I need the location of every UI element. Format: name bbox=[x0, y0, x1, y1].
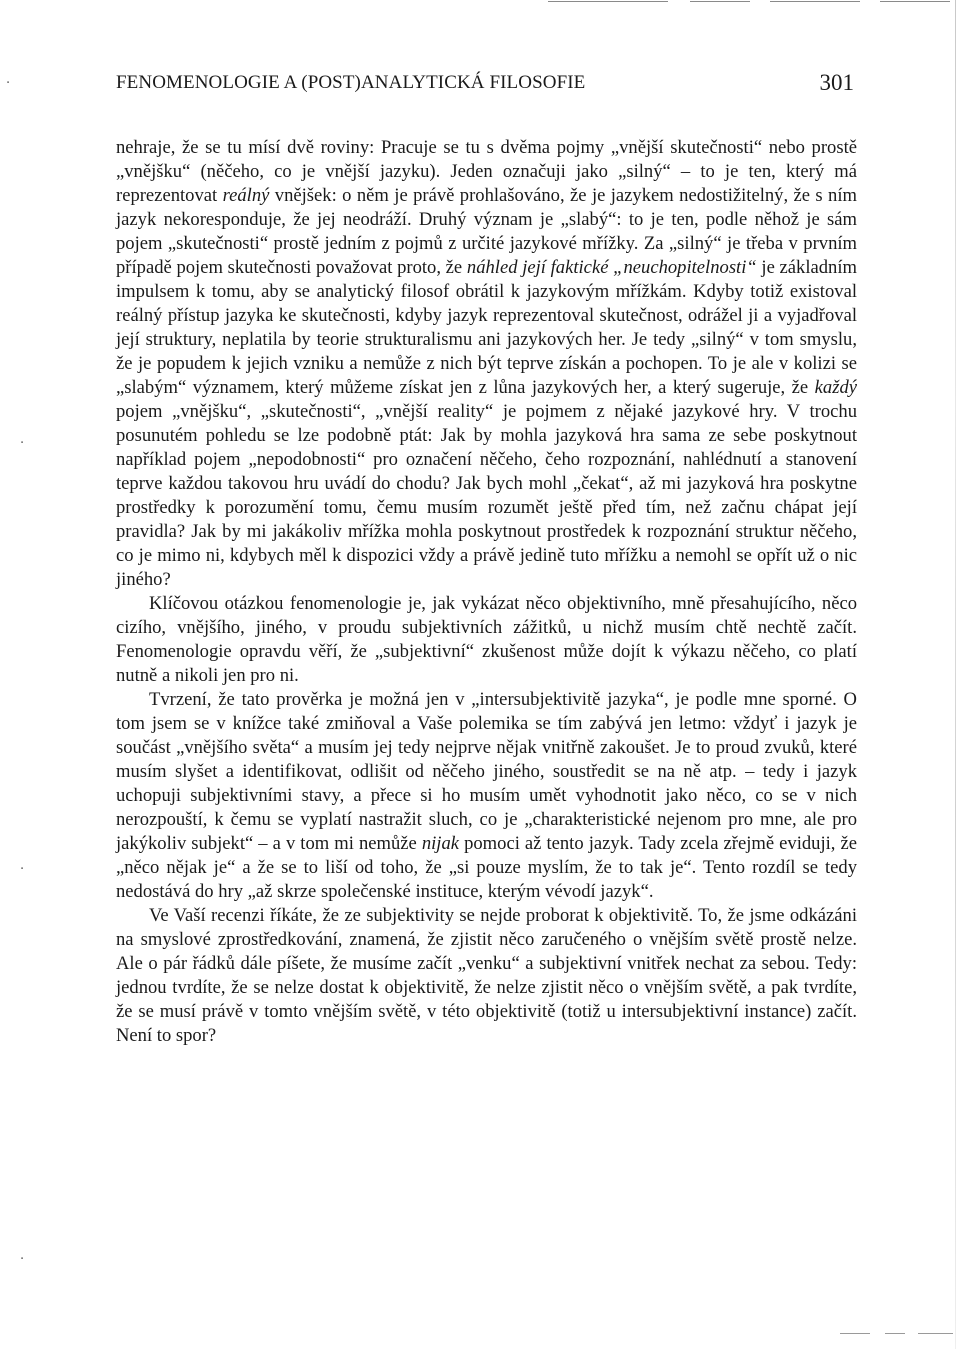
text-run: pomoci až tento jazyk. Tady zcela zřejmě eviduji, že „něco nějak je“ a že se to liší od toho, že „si pouze myslím, že to tak je“. Tento rozdíl se tedy nedostává do hry „až skrze společenské instituce, kterým vévodí jazyk“. bbox=[116, 833, 857, 902]
italic-phrase: každý bbox=[814, 377, 857, 398]
body-text bbox=[116, 136, 857, 1048]
scan-top-edge bbox=[0, 0, 960, 3]
text-run: Tvrzení, že tato prověrka je možná jen v „intersubjektivitě jazyka“, je podle mne sporné. O tom jsem se v knížce také zmiňoval a Vaše polemika se tím zabývá jen letmo: vždyť i jazyk je součást „vnějšího světa“ a musím jej tedy nejprve nějak vnitřně zakoušet. Je to proud zvuků, které musím slyšet a identifikovat, odlišit od něčeho jiného, soustředit se na ně atp. – tedy i jazyk uchopuji subjektivními stavy, a přece si ho musím umět vyhodnotit jako něco, co se v nich nerozpouští, k čemu se vyplatí nastražit sluch, co je „charakteristické nejenom pro mne, ale pro jakýkoliv subjekt“ – a v tom mi nemůže bbox=[116, 689, 857, 854]
text-run: Klíčovou otázkou fenomenologie je, jak vykázat něco objektivního, mně přesahujícího, něco cizího, vnějšího, jiného, v proudu subjektivních zážitků, u nichž musím chtě nechtě začít. Fenomenologie opravdu věří, že „subjektivní“ zkušenost může dojít k výkazu něčeho, co platí nutně a nikoli jen pro ni. bbox=[116, 593, 857, 686]
paragraph bbox=[116, 904, 857, 1048]
paragraph bbox=[116, 136, 857, 592]
paragraph bbox=[116, 592, 857, 688]
margin-speck: · bbox=[20, 436, 25, 451]
paragraph bbox=[116, 688, 857, 904]
italic-phrase: nijak bbox=[421, 833, 460, 854]
margin-speck: · bbox=[20, 862, 25, 877]
italic-phrase: reálný bbox=[222, 185, 270, 206]
running-head bbox=[116, 70, 854, 100]
margin-speck: · bbox=[20, 1252, 25, 1267]
scan-right-edge bbox=[955, 0, 956, 1349]
text-run: je základním impulsem k tomu, aby se analytický filosof obrátil k jazykovým mřížkám. Kdyby totiž existoval reálný přístup jazyka ke skutečnosti, kdyby jazyk reprezentoval skutečnost, odrážel ji a vyjadřoval její struktury, neplatila by teorie strukturalismu ani jazykových her. Je tedy „silný“ v tom smyslu, že je popudem k jejich vzniku a nemůže z nich být teprve získán a pochopen. To je ale v kolizi se „slabým“ významem, který můžeme získat jen z lůna jazykových her, a který sugeruje, že bbox=[116, 257, 857, 398]
text-run: pojem „vnějšku“, „skutečnosti“, „vnější reality“ je pojmem z nějaké jazykové hry. V trochu posunutém pohledu se lze podobně ptát: Jak by mohla jazyková hra sama ze sebe poskytnout například pojem „nepodobnosti“ pro označení něčeho, čeho rozpoznání, nahlédnutí a stanovení teprve každou takovou hru uvádí do chodu? Jak bych mohl „čekat“, až mi jazyková hra poskytne prostředky k porozumění tomu, čemu musím rozumět ještě před tím, než začnu chápat její pravidla? Jak by mi jakákoliv mřížka mohla poskytnout prostředek k rozpoznání struktur něčeho, co je mimo ni, kdybych měl k dispozici vždy a právě jedině tuto mřížku a nemohl se opřít už o nic jiného? bbox=[116, 401, 857, 590]
margin-speck: · bbox=[6, 76, 11, 91]
text-run: nehraje, že se tu mísí dvě roviny: Pracuje se tu s dvěma pojmy „vnější skutečnosti“ nebo prostě „vnějšku“ (něčeho, co je vnější jazyku). Jeden označuji jako „silný“ – to je ten, který má reprezentovat bbox=[116, 137, 857, 206]
text-run: vnějšek: o něm je právě prohlašováno, že je jazykem nedostižitelný, že s ním jazyk nekoresponduje, že jej neodráží. Druhý význam je „slabý“: to je ten, podle něhož je sám pojem „skutečnosti“ prostě jedním z pojmů z určité jazykové mřížky. Za „silný“ je třeba v prvním případě pojem skutečnosti považovat proto, že bbox=[116, 185, 857, 278]
page-number: 301 bbox=[819, 70, 854, 95]
text-run: Ve Vaší recenzi říkáte, že ze subjektivity se nejde proborat k objektivitě. To, že jsme odkázáni na smyslové zprostředkování, znamená, že zjistit něco zaručeného o vnějším světě prostě nelze. Ale o pár řádků dále píšete, že musíme začít „venku“ a subjektivní vnitřek nechat za sebou. Tedy: jednou tvrdíte, že se nelze dostat k objektivitě, že nelze zjistit něco o vnějším světě, a pak tvrdíte, že se musí právě v tomto vnějším světě, v této objektivitě (totiž u intersubjektivní instance) začít. Není to spor? bbox=[116, 905, 857, 1046]
running-title: FENOMENOLOGIE A (POST)ANALYTICKÁ FILOSOFIE bbox=[116, 72, 586, 93]
italic-phrase: náhled její faktické „neuchopitelnosti“ bbox=[466, 257, 757, 278]
scan-bottom-edge bbox=[840, 1333, 955, 1335]
